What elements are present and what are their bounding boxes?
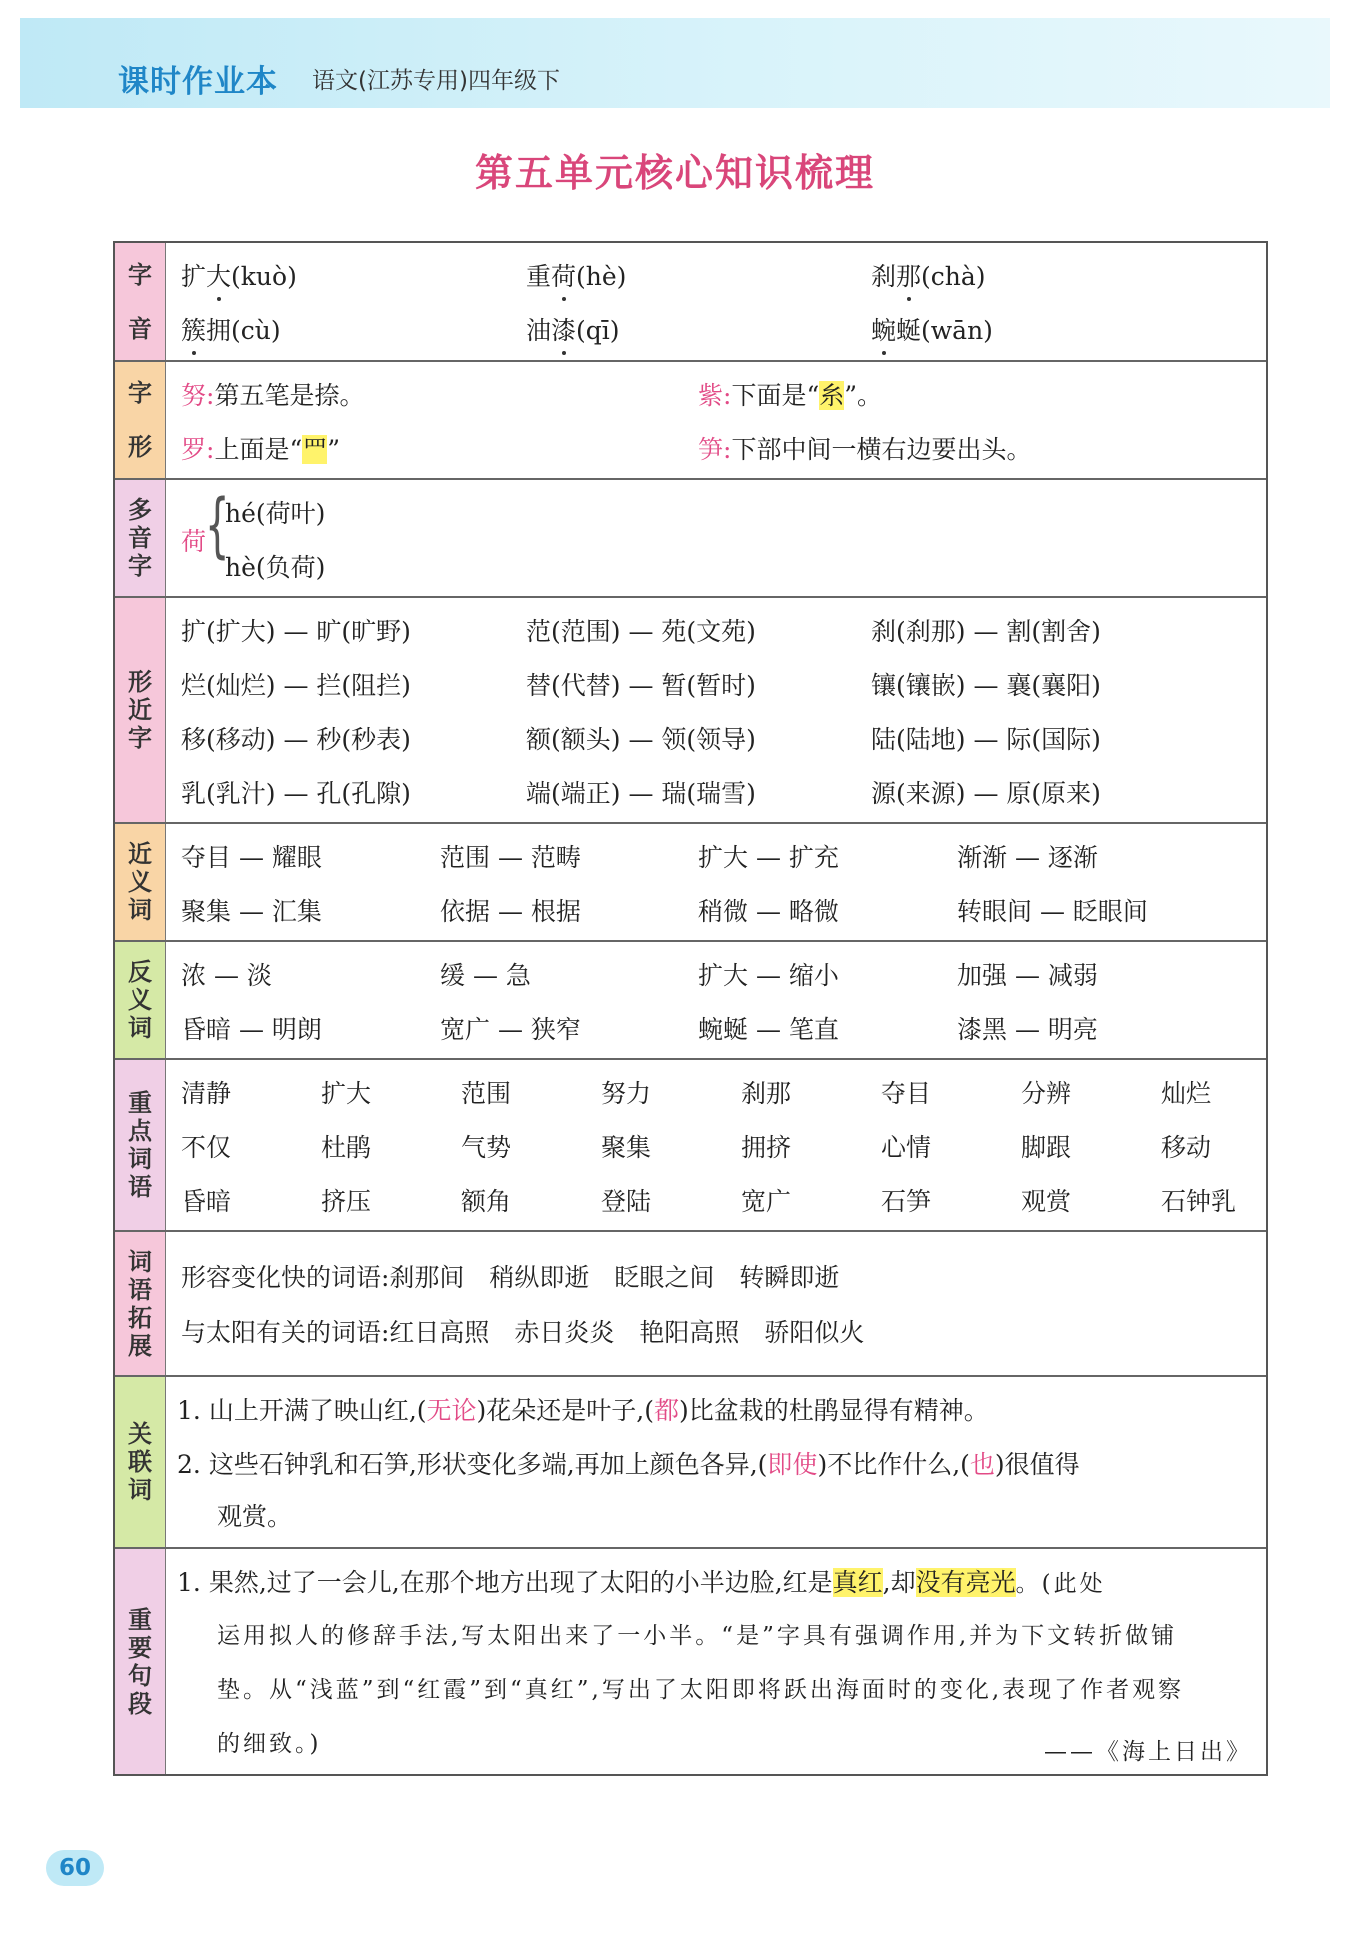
section-ziyin — [115, 243, 1266, 362]
antonym-pair: 扩大 — 缩小 — [698, 961, 839, 990]
section-label: 形 近 字 — [115, 598, 166, 822]
brand-title: 课时作业本 — [118, 64, 278, 100]
section-zhongdian — [115, 1060, 1266, 1232]
passage-note: 运用拟人的修辞手法,写太阳出来了一小半。“是”字具有强调作用,并为下文转折做铺 — [217, 1623, 1178, 1649]
pinyin-item: 扩大(kuò) — [181, 257, 297, 293]
similar-pair: 刹(刹那) — 割(割舍) — [871, 617, 1101, 646]
pinyin-item: 簇拥(cù) — [181, 311, 281, 347]
key-word: 登陆 — [601, 1187, 652, 1216]
section-jinyi — [115, 824, 1266, 942]
key-word: 额角 — [461, 1187, 512, 1216]
similar-pair: 烂(灿烂) — 拦(阻拦) — [181, 671, 411, 700]
similar-pair: 移(移动) — 秒(秒表) — [181, 725, 411, 754]
page-number: 60 — [46, 1850, 104, 1886]
key-word: 宽广 — [741, 1187, 792, 1216]
section-tuozhan — [115, 1232, 1266, 1377]
pinyin-item: 油漆(qī) — [526, 311, 620, 347]
synonym-pair: 范围 — 范畴 — [440, 843, 581, 872]
similar-pair: 端(端正) — 瑞(瑞雪) — [526, 779, 756, 808]
key-word: 观赏 — [1021, 1187, 1072, 1216]
similar-pair: 陆(陆地) — 际(国际) — [871, 725, 1101, 754]
book-subtitle: 语文(江苏专用)四年级下 — [312, 68, 560, 94]
key-word: 石钟乳 — [1161, 1187, 1237, 1216]
knowledge-table — [113, 241, 1268, 1776]
section-label: 词 语 拓 展 — [115, 1232, 166, 1375]
antonym-pair: 蜿蜒 — 笔直 — [698, 1015, 839, 1044]
synonym-pair: 依据 — 根据 — [440, 897, 581, 926]
passage-source: ——《海上日出》 — [1044, 1739, 1252, 1765]
key-word: 不仅 — [181, 1133, 232, 1162]
page-title: 第五单元核心知识梳理 — [474, 151, 875, 195]
section-zixing — [115, 362, 1266, 480]
word-extension: 与太阳有关的词语:红日高照 赤日炎炎 艳阳高照 骄阳似火 — [181, 1318, 865, 1347]
key-word: 气势 — [461, 1133, 512, 1162]
key-word: 心情 — [881, 1133, 932, 1162]
section-label: 字 形 — [115, 362, 166, 478]
antonym-pair: 昏暗 — 明朗 — [181, 1015, 322, 1044]
section-label: 字 音 — [115, 243, 166, 360]
key-word: 夺目 — [881, 1079, 932, 1108]
key-word: 扩大 — [321, 1079, 372, 1108]
similar-pair: 范(范围) — 苑(文苑) — [526, 617, 756, 646]
similar-pair: 乳(乳汁) — 孔(孔隙) — [181, 779, 411, 808]
passage-note: 垫。从“浅蓝”到“红霞”到“真红”,写出了太阳即将跃出海面时的变化,表现了作者观察 — [217, 1677, 1185, 1703]
glyph-item: 笋:下部中间一横右边要出头。 — [698, 435, 1032, 464]
section-label: 多 音 字 — [115, 480, 166, 596]
key-word: 刹那 — [741, 1079, 792, 1108]
conjunction-sentence: 2. 这些石钟乳和石笋,形状变化多端,再加上颜色各异,(即使)不比作什么,(也)很值得 — [177, 1450, 1080, 1479]
key-word: 拥挤 — [741, 1133, 792, 1162]
pinyin-item: 重荷(hè) — [526, 257, 626, 293]
pinyin-item: 刹那(chà) — [871, 257, 986, 293]
key-word: 范围 — [461, 1079, 512, 1108]
section-label: 关 联 词 — [115, 1377, 166, 1547]
antonym-pair: 浓 — 淡 — [181, 961, 272, 990]
polyphone-char: 荷 — [181, 527, 207, 556]
key-word: 聚集 — [601, 1133, 652, 1162]
key-word: 昏暗 — [181, 1187, 232, 1216]
key-word: 挤压 — [321, 1187, 372, 1216]
key-word: 石笋 — [881, 1187, 932, 1216]
synonym-pair: 渐渐 — 逐渐 — [957, 843, 1098, 872]
key-word: 努力 — [601, 1079, 652, 1108]
antonym-pair: 缓 — 急 — [440, 961, 531, 990]
passage-note: 的细致。) — [217, 1731, 322, 1757]
section-label: 反 义 词 — [115, 942, 166, 1058]
similar-pair: 额(额头) — 领(领导) — [526, 725, 756, 754]
section-label: 重 点 词 语 — [115, 1060, 166, 1230]
glyph-item: 努:第五笔是捺。 — [181, 381, 365, 410]
antonym-pair: 加强 — 减弱 — [957, 961, 1098, 990]
brace-icon: { — [205, 484, 230, 566]
section-zhongyao — [115, 1549, 1266, 1774]
synonym-pair: 聚集 — 汇集 — [181, 897, 322, 926]
similar-pair: 镶(镶嵌) — 襄(襄阳) — [871, 671, 1101, 700]
key-passage: 1. 果然,过了一会儿,在那个地方出现了太阳的小半边脸,红是真红,却没有亮光。(此处 — [177, 1568, 1106, 1597]
reading-item: hé(荷叶) — [225, 499, 326, 528]
key-word: 灿烂 — [1161, 1079, 1212, 1108]
similar-pair: 替(代替) — 暂(暂时) — [526, 671, 756, 700]
reading-item: hè(负荷) — [225, 553, 326, 582]
key-word: 杜鹃 — [321, 1133, 372, 1162]
conjunction-sentence-cont: 观赏。 — [217, 1502, 293, 1531]
synonym-pair: 夺目 — 耀眼 — [181, 843, 322, 872]
key-word: 移动 — [1161, 1133, 1212, 1162]
section-label: 重 要 句 段 — [115, 1549, 166, 1774]
section-xingjin — [115, 598, 1266, 824]
synonym-pair: 稍微 — 略微 — [698, 897, 839, 926]
word-extension: 形容变化快的词语:刹那间 稍纵即逝 眨眼之间 转瞬即逝 — [181, 1263, 840, 1292]
similar-pair: 源(来源) — 原(原来) — [871, 779, 1101, 808]
key-word: 分辨 — [1021, 1079, 1072, 1108]
conjunction-sentence: 1. 山上开满了映山红,(无论)花朵还是叶子,(都)比盆栽的杜鹃显得有精神。 — [177, 1396, 989, 1425]
section-label: 近 义 词 — [115, 824, 166, 940]
antonym-pair: 漆黑 — 明亮 — [957, 1015, 1098, 1044]
pinyin-item: 蜿蜒(wān) — [871, 311, 993, 347]
glyph-item: 罗:上面是“罒” — [181, 435, 341, 464]
synonym-pair: 扩大 — 扩充 — [698, 843, 839, 872]
section-duoyin — [115, 480, 1266, 598]
synonym-pair: 转眼间 — 眨眼间 — [957, 897, 1148, 926]
section-fanyi — [115, 942, 1266, 1060]
glyph-item: 紫:下面是“糸”。 — [698, 381, 883, 410]
key-word: 清静 — [181, 1079, 232, 1108]
key-word: 脚跟 — [1021, 1133, 1072, 1162]
similar-pair: 扩(扩大) — 旷(旷野) — [181, 617, 411, 646]
section-guanlian — [115, 1377, 1266, 1549]
antonym-pair: 宽广 — 狭窄 — [440, 1015, 581, 1044]
